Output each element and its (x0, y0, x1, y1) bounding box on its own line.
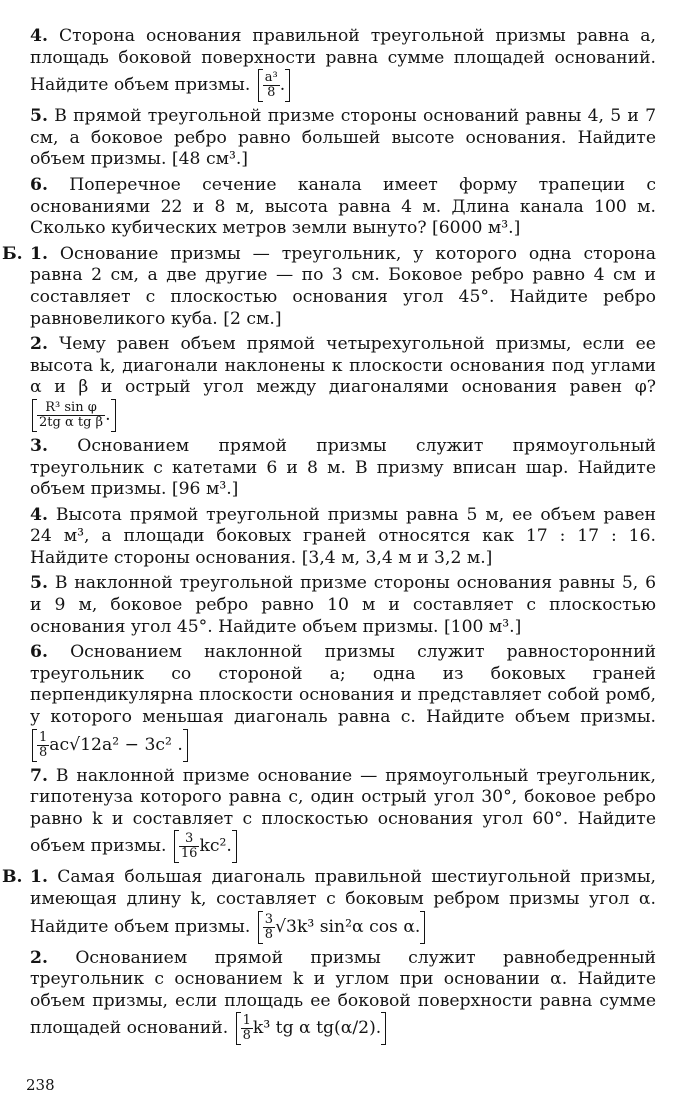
answer-numerator: a³ (264, 70, 278, 86)
problem-text: В наклонной призме основание — прямоугольный треугольник, гипотенуза которого равна с, один острый угол 30°, боковое ребро равно k и составляет с плоскостью основания угол 60°. Найдите объем призмы. (30, 765, 656, 857)
problem-answer: [3,4 м, 3,4 м и 3,2 м.] (301, 547, 493, 568)
answer-denominator: 8 (242, 1028, 251, 1044)
problem-number: 5. (30, 106, 48, 127)
problem-number: 2. (30, 334, 48, 355)
answer-denominator: 2tg α tg β (39, 414, 104, 430)
problem-answer: [2 см.] (223, 308, 282, 329)
answer-numerator: 3 (179, 832, 200, 847)
problem-answer: [6000 м³.] (432, 218, 521, 239)
problem-text: В наклонной треугольной призме стороны основания равны 5, 6 и 9 м, боковое ребро равно 10 м и составляет с плоскостью основания угол 45°. Найдите объем призмы. (30, 573, 656, 637)
problem-b2 (30, 334, 656, 432)
problem-b7 (30, 766, 656, 864)
problem-text: Сторона основания правильной треугольной призмы равна а, площадь боковой поверхности равна сумме площадей оснований. Найдите объем призмы. (30, 26, 657, 96)
answer-tail: √3k³ sin²α cos α. (275, 916, 421, 937)
problem-number: 4. (30, 504, 48, 525)
problem-number: 6. (30, 174, 48, 195)
problem-b5 (30, 573, 656, 638)
problem-text: Поперечное сечение канала имеет форму трапеции с основаниями 22 и 8 м, высота равна 4 м. Длина канала 100 м. Сколько кубических метров земли вынуто? (30, 174, 656, 239)
problem-number: 1. (30, 243, 48, 264)
section-label-b: Б. (2, 243, 23, 264)
problem-text: Основанием прямой призмы служит прямоугольный треугольник с катетами 6 и 8 м. В призму вписан шар. Найдите объем призмы. (30, 435, 656, 500)
answer-denominator: 16 (180, 846, 198, 862)
answer-denominator: 8 (264, 926, 274, 942)
answer-formula (32, 399, 116, 432)
answer-formula (258, 69, 290, 102)
answer-tail: . (279, 75, 286, 96)
answer-tail: . (105, 404, 111, 425)
section-label-v: В. (2, 867, 23, 888)
answer-formula (32, 729, 188, 762)
problem-number: 3. (30, 435, 48, 456)
problem-text: Чему равен объем прямой четырехугольной призмы, если ее высота k, диагонали наклонены к плоскости основания под углами α и β и острый угол между диагоналями основания равен φ? (30, 334, 656, 398)
problem-a6 (30, 175, 656, 240)
problem-list (2, 26, 657, 1049)
problem-b4 (30, 505, 656, 570)
answer-numerator: 3 (264, 911, 274, 927)
problem-text: Основанием прямой призмы служит равнобедренный треугольник с основанием k и углом при основании α. Найдите объем призмы, если площадь ее боковой поверхности равна сумме площадей оснований. (30, 947, 656, 1039)
problem-text: Основанием наклонной призмы служит равносторонний треугольник со стороной а; одна из боковых граней перпендикулярна плоскости основания и представляет собой ромб, у которого меньшая диагональ равна с. Найдите объем призмы. (30, 642, 657, 728)
problem-answer: [48 см³.] (171, 149, 248, 170)
problem-text: В прямой треугольной призме стороны оснований равны 4, 5 и 7 см, а боковое ребро равно большей высоте основания. Найдите объем призмы. (30, 106, 656, 170)
answer-tail: k³ tg α tg(α/2). (252, 1018, 382, 1039)
problem-v2 (30, 948, 656, 1046)
answer-numerator: R³ sin φ (37, 401, 105, 416)
answer-numerator: 1 (242, 1013, 251, 1029)
problem-text: Самая большая диагональ правильной шестиугольной призмы, имеющая длину k, составляет с боковым ребром призмы угол α. Найдите объем призмы. (30, 867, 657, 937)
problem-number: 1. (30, 867, 48, 888)
problem-a4 (30, 26, 656, 102)
answer-tail: ac√12a² − 3c² . (49, 734, 183, 755)
problem-answer: [100 м³.] (443, 616, 522, 637)
problem-v1 (2, 867, 657, 943)
answer-numerator: 1 (39, 729, 48, 745)
problem-number: 6. (30, 642, 48, 663)
problem-answer: [96 м³.] (171, 479, 239, 500)
problem-b1 (2, 243, 657, 330)
answer-formula (258, 911, 426, 944)
problem-text: Высота прямой треугольной призмы равна 5 м, ее объем равен 24 м³, а площади боковых граней относятся как 17 : 17 : 16. Найдите стороны основания. (30, 504, 656, 568)
problem-b3 (30, 436, 656, 501)
problem-number: 2. (30, 947, 48, 968)
problem-text: Основание призмы — треугольник, у которого одна сторона равна 2 см, а две другие — по 3 см. Боковое ребро равно 4 см и составляет с плоскостью основания угол 45°. Найдите ребро равновеликого куба. (30, 243, 657, 329)
problem-number: 5. (30, 573, 48, 594)
answer-tail: kc². (199, 836, 232, 857)
problem-number: 7. (30, 765, 48, 786)
answer-formula (174, 830, 237, 863)
answer-denominator: 8 (39, 744, 48, 760)
page-number: 238 (26, 1076, 55, 1094)
problem-number: 4. (30, 26, 48, 46)
answer-formula (236, 1012, 387, 1045)
problem-b6 (30, 642, 656, 761)
answer-denominator: 8 (267, 85, 276, 101)
problem-a5 (30, 106, 656, 171)
